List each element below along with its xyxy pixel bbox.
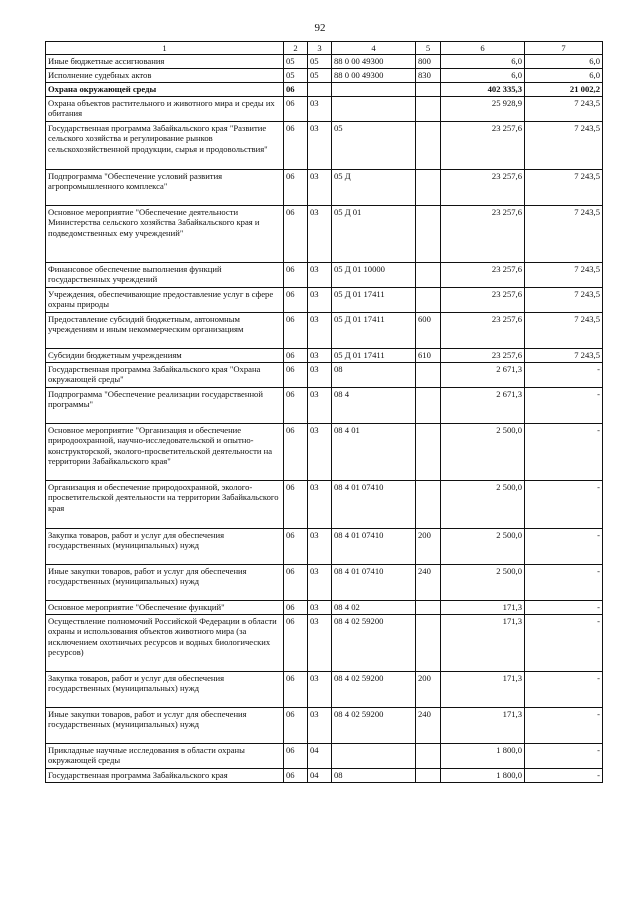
- expense-type-code: 200: [416, 529, 441, 565]
- amount-year-2: -: [525, 708, 603, 744]
- amount-year-1: 2 500,0: [441, 565, 525, 601]
- amount-year-2: 7 243,5: [525, 122, 603, 170]
- item-name: Охрана окружающей среды: [46, 83, 284, 97]
- subsection-code: 03: [308, 708, 332, 744]
- item-name: Подпрограмма "Обеспечение реализации государственной программы": [46, 388, 284, 424]
- table-row: [46, 363, 603, 388]
- section-code: 06: [284, 97, 308, 122]
- table-row: [46, 481, 603, 529]
- amount-year-1: 23 257,6: [441, 122, 525, 170]
- target-article-code: 88 0 00 49300: [332, 55, 416, 69]
- item-name: Исполнение судебных актов: [46, 69, 284, 83]
- section-code: 06: [284, 601, 308, 615]
- target-article-code: 08: [332, 363, 416, 388]
- expense-type-code: [416, 388, 441, 424]
- page-number: 92: [314, 22, 326, 34]
- table-row: [46, 615, 603, 672]
- section-code: 06: [284, 529, 308, 565]
- target-article-code: 08 4 01 07410: [332, 529, 416, 565]
- item-name: Осуществление полномочий Российской Федерации в области охраны и использования объектов животного мира (за исключением охотничьих ресурсов и водных биологических ресурсов): [46, 615, 284, 672]
- expense-type-code: 240: [416, 565, 441, 601]
- amount-year-2: 7 243,5: [525, 288, 603, 313]
- table-row: [46, 708, 603, 744]
- section-code: 06: [284, 744, 308, 769]
- subsection-code: 03: [308, 97, 332, 122]
- table-row: [46, 565, 603, 601]
- subsection-code: 03: [308, 349, 332, 363]
- amount-year-1: 25 928,9: [441, 97, 525, 122]
- amount-year-1: 171,3: [441, 708, 525, 744]
- amount-year-2: 7 243,5: [525, 349, 603, 363]
- subsection-code: 04: [308, 744, 332, 769]
- item-name: Основное мероприятие "Организация и обеспечение природоохранной, научно-исследовательской и опытно- конструкторской, эколого-просветительской деятельности на территории Забайкальского края": [46, 424, 284, 481]
- expense-type-code: [416, 601, 441, 615]
- target-article-code: 08 4 01 07410: [332, 565, 416, 601]
- target-article-code: 05 Д: [332, 170, 416, 206]
- subsection-code: 03: [308, 565, 332, 601]
- subsection-code: 03: [308, 363, 332, 388]
- amount-year-1: 1 800,0: [441, 744, 525, 769]
- amount-year-2: -: [525, 388, 603, 424]
- amount-year-2: 7 243,5: [525, 206, 603, 263]
- table-row: [46, 424, 603, 481]
- item-name: Государственная программа Забайкальского края "Развитие сельского хозяйства и регулирование рынков сельскохозяйственной продукции, сырья и продовольствия": [46, 122, 284, 170]
- item-name: Закупка товаров, работ и услуг для обеспечения государственных (муниципальных) нужд: [46, 672, 284, 708]
- target-article-code: [332, 97, 416, 122]
- column-header: 4: [332, 42, 416, 55]
- section-code: 05: [284, 55, 308, 69]
- amount-year-2: 21 002,2: [525, 83, 603, 97]
- amount-year-1: 23 257,6: [441, 349, 525, 363]
- column-header: 3: [308, 42, 332, 55]
- section-code: 06: [284, 424, 308, 481]
- amount-year-1: 2 500,0: [441, 424, 525, 481]
- target-article-code: 05 Д 01 10000: [332, 263, 416, 288]
- table-row: [46, 97, 603, 122]
- item-name: Иные закупки товаров, работ и услуг для обеспечения государственных (муниципальных) нужд: [46, 708, 284, 744]
- amount-year-2: -: [525, 424, 603, 481]
- amount-year-2: 7 243,5: [525, 313, 603, 349]
- expense-type-code: 800: [416, 55, 441, 69]
- amount-year-2: -: [525, 615, 603, 672]
- amount-year-1: 402 335,3: [441, 83, 525, 97]
- section-code: 05: [284, 69, 308, 83]
- amount-year-2: 7 243,5: [525, 170, 603, 206]
- subsection-code: [308, 83, 332, 97]
- table-row: [46, 83, 603, 97]
- amount-year-1: 2 500,0: [441, 529, 525, 565]
- table-row: [46, 122, 603, 170]
- table-row: [46, 288, 603, 313]
- table-row: [46, 313, 603, 349]
- amount-year-2: 7 243,5: [525, 97, 603, 122]
- section-code: 06: [284, 708, 308, 744]
- section-code: 06: [284, 122, 308, 170]
- target-article-code: 05 Д 01: [332, 206, 416, 263]
- section-code: 06: [284, 363, 308, 388]
- amount-year-2: -: [525, 744, 603, 769]
- amount-year-1: 171,3: [441, 672, 525, 708]
- subsection-code: 03: [308, 481, 332, 529]
- section-code: 06: [284, 288, 308, 313]
- amount-year-1: 2 671,3: [441, 388, 525, 424]
- table-row: [46, 55, 603, 69]
- expense-type-code: [416, 363, 441, 388]
- subsection-code: 03: [308, 206, 332, 263]
- amount-year-1: 23 257,6: [441, 313, 525, 349]
- target-article-code: 05 Д 01 17411: [332, 288, 416, 313]
- expense-type-code: [416, 424, 441, 481]
- target-article-code: 08 4 02 59200: [332, 672, 416, 708]
- target-article-code: 08 4: [332, 388, 416, 424]
- amount-year-1: 23 257,6: [441, 288, 525, 313]
- expense-type-code: 610: [416, 349, 441, 363]
- section-code: 06: [284, 263, 308, 288]
- table-row: [46, 170, 603, 206]
- subsection-code: 05: [308, 55, 332, 69]
- item-name: Охрана объектов растительного и животного мира и среды их обитания: [46, 97, 284, 122]
- item-name: Основное мероприятие "Обеспечение функций": [46, 601, 284, 615]
- expense-type-code: [416, 83, 441, 97]
- table-row: [46, 529, 603, 565]
- item-name: Организация и обеспечение природоохранной, эколого-просветительской деятельности на территории Забайкальского края: [46, 481, 284, 529]
- table-row: [46, 769, 603, 783]
- expense-type-code: [416, 170, 441, 206]
- amount-year-1: 23 257,6: [441, 263, 525, 288]
- expense-type-code: 200: [416, 672, 441, 708]
- target-article-code: 05 Д 01 17411: [332, 349, 416, 363]
- item-name: Закупка товаров, работ и услуг для обеспечения государственных (муниципальных) нужд: [46, 529, 284, 565]
- budget-table: [45, 41, 603, 783]
- amount-year-2: -: [525, 363, 603, 388]
- expense-type-code: [416, 744, 441, 769]
- amount-year-1: 23 257,6: [441, 206, 525, 263]
- subsection-code: 03: [308, 170, 332, 206]
- section-code: 06: [284, 170, 308, 206]
- subsection-code: 03: [308, 288, 332, 313]
- expense-type-code: 830: [416, 69, 441, 83]
- amount-year-2: -: [525, 672, 603, 708]
- amount-year-1: 171,3: [441, 601, 525, 615]
- subsection-code: 04: [308, 769, 332, 783]
- target-article-code: 08 4 01: [332, 424, 416, 481]
- section-code: 06: [284, 615, 308, 672]
- table-row: [46, 601, 603, 615]
- amount-year-1: 1 800,0: [441, 769, 525, 783]
- section-code: 06: [284, 206, 308, 263]
- expense-type-code: [416, 615, 441, 672]
- table-row: [46, 69, 603, 83]
- target-article-code: 08: [332, 769, 416, 783]
- section-code: 06: [284, 769, 308, 783]
- table-row: [46, 672, 603, 708]
- table-row: [46, 263, 603, 288]
- subsection-code: 03: [308, 122, 332, 170]
- column-header: 5: [416, 42, 441, 55]
- amount-year-2: 6,0: [525, 55, 603, 69]
- subsection-code: 03: [308, 388, 332, 424]
- item-name: Финансовое обеспечение выполнения функций государственных учреждений: [46, 263, 284, 288]
- target-article-code: 08 4 02 59200: [332, 708, 416, 744]
- target-article-code: 05: [332, 122, 416, 170]
- section-code: 06: [284, 349, 308, 363]
- section-code: 06: [284, 565, 308, 601]
- table-row: [46, 388, 603, 424]
- item-name: Прикладные научные исследования в области охраны окружающей среды: [46, 744, 284, 769]
- item-name: Государственная программа Забайкальского края: [46, 769, 284, 783]
- section-code: 06: [284, 313, 308, 349]
- item-name: Иные бюджетные ассигнования: [46, 55, 284, 69]
- amount-year-1: 171,3: [441, 615, 525, 672]
- table-row: [46, 206, 603, 263]
- item-name: Основное мероприятие "Обеспечение деятельности Министерства сельского хозяйства Забайкальского края и подведомственных ему учреждений": [46, 206, 284, 263]
- item-name: Предоставление субсидий бюджетным, автономным учреждениям и иным некоммерческим организациям: [46, 313, 284, 349]
- target-article-code: 08 4 02 59200: [332, 615, 416, 672]
- column-header: 7: [525, 42, 603, 55]
- expense-type-code: [416, 481, 441, 529]
- subsection-code: 03: [308, 263, 332, 288]
- target-article-code: 08 4 01 07410: [332, 481, 416, 529]
- amount-year-2: 6,0: [525, 69, 603, 83]
- section-code: 06: [284, 672, 308, 708]
- amount-year-1: 2 500,0: [441, 481, 525, 529]
- amount-year-2: -: [525, 529, 603, 565]
- table-row: [46, 744, 603, 769]
- amount-year-1: 23 257,6: [441, 170, 525, 206]
- amount-year-1: 6,0: [441, 69, 525, 83]
- column-header: 2: [284, 42, 308, 55]
- expense-type-code: [416, 97, 441, 122]
- table-row: [46, 349, 603, 363]
- section-code: 06: [284, 388, 308, 424]
- item-name: Субсидии бюджетным учреждениям: [46, 349, 284, 363]
- subsection-code: 05: [308, 69, 332, 83]
- amount-year-2: -: [525, 769, 603, 783]
- subsection-code: 03: [308, 424, 332, 481]
- subsection-code: 03: [308, 672, 332, 708]
- subsection-code: 03: [308, 529, 332, 565]
- column-header: 6: [441, 42, 525, 55]
- expense-type-code: 240: [416, 708, 441, 744]
- amount-year-1: 2 671,3: [441, 363, 525, 388]
- amount-year-1: 6,0: [441, 55, 525, 69]
- amount-year-2: 7 243,5: [525, 263, 603, 288]
- target-article-code: [332, 744, 416, 769]
- column-header: 1: [46, 42, 284, 55]
- expense-type-code: [416, 769, 441, 783]
- subsection-code: 03: [308, 601, 332, 615]
- target-article-code: 05 Д 01 17411: [332, 313, 416, 349]
- item-name: Подпрограмма "Обеспечение условий развития агропромышленного комплекса": [46, 170, 284, 206]
- expense-type-code: [416, 206, 441, 263]
- section-code: 06: [284, 481, 308, 529]
- target-article-code: 88 0 00 49300: [332, 69, 416, 83]
- expense-type-code: [416, 122, 441, 170]
- item-name: Государственная программа Забайкальского края "Охрана окружающей среды": [46, 363, 284, 388]
- target-article-code: 08 4 02: [332, 601, 416, 615]
- section-code: 06: [284, 83, 308, 97]
- item-name: Иные закупки товаров, работ и услуг для обеспечения государственных (муниципальных) нужд: [46, 565, 284, 601]
- subsection-code: 03: [308, 615, 332, 672]
- item-name: Учреждения, обеспечивающие предоставление услуг в сфере охраны природы: [46, 288, 284, 313]
- amount-year-2: -: [525, 601, 603, 615]
- amount-year-2: -: [525, 481, 603, 529]
- expense-type-code: 600: [416, 313, 441, 349]
- amount-year-2: -: [525, 565, 603, 601]
- subsection-code: 03: [308, 313, 332, 349]
- expense-type-code: [416, 263, 441, 288]
- target-article-code: [332, 83, 416, 97]
- expense-type-code: [416, 288, 441, 313]
- header-row: [46, 42, 603, 55]
